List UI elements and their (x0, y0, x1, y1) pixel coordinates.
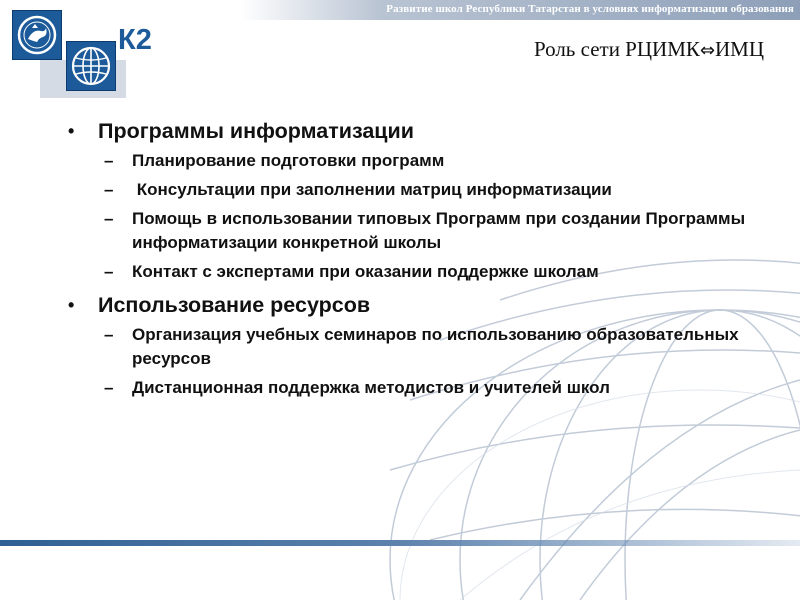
bullet-marker: • (68, 121, 75, 141)
slide-content (58, 112, 778, 400)
list-item (58, 260, 778, 284)
list-item (58, 178, 778, 202)
title-left: Роль сети РЦИМК (533, 37, 700, 61)
list-item (58, 207, 778, 255)
header-banner (240, 0, 800, 20)
globe-icon (66, 41, 116, 91)
dash-marker: – (104, 262, 114, 281)
list-item-text: Контакт с экспертами при оказании поддержке школам (132, 262, 599, 281)
dash-marker: – (104, 180, 114, 199)
dash-marker: – (104, 325, 114, 344)
list-item-text: Помощь в использовании типовых Программ при создании Программы информатизации конкретной школы (132, 209, 746, 252)
banner-text: Развитие школ Республики Татарстан в условиях информатизации образования (386, 3, 794, 15)
list-item-text: Консультации при заполнении матриц информатизации (132, 180, 612, 199)
section-heading-text: Программы информатизации (98, 119, 414, 143)
tatarstan-emblem-icon (12, 10, 62, 60)
section-heading (58, 118, 778, 144)
list-item (58, 149, 778, 173)
slide-title (534, 37, 764, 62)
list-item (58, 376, 778, 400)
dash-marker: – (104, 151, 114, 170)
section-heading (58, 292, 778, 318)
logo-label: К2 (118, 24, 152, 56)
title-right: ИМЦ (714, 37, 764, 61)
section-heading-text: Использование ресурсов (98, 293, 371, 317)
dash-marker: – (104, 378, 114, 397)
list-item-text: Организация учебных семинаров по использованию образовательных ресурсов (132, 325, 739, 368)
footer-bar (0, 540, 800, 546)
list-item-text: Планирование подготовки программ (132, 151, 445, 170)
list-item-text: Дистанционная поддержка методистов и учителей школ (132, 378, 610, 397)
list-item (58, 323, 778, 371)
double-arrow-icon: ⇔ (699, 40, 715, 61)
dash-marker: – (104, 209, 114, 228)
bullet-marker: • (68, 295, 75, 315)
